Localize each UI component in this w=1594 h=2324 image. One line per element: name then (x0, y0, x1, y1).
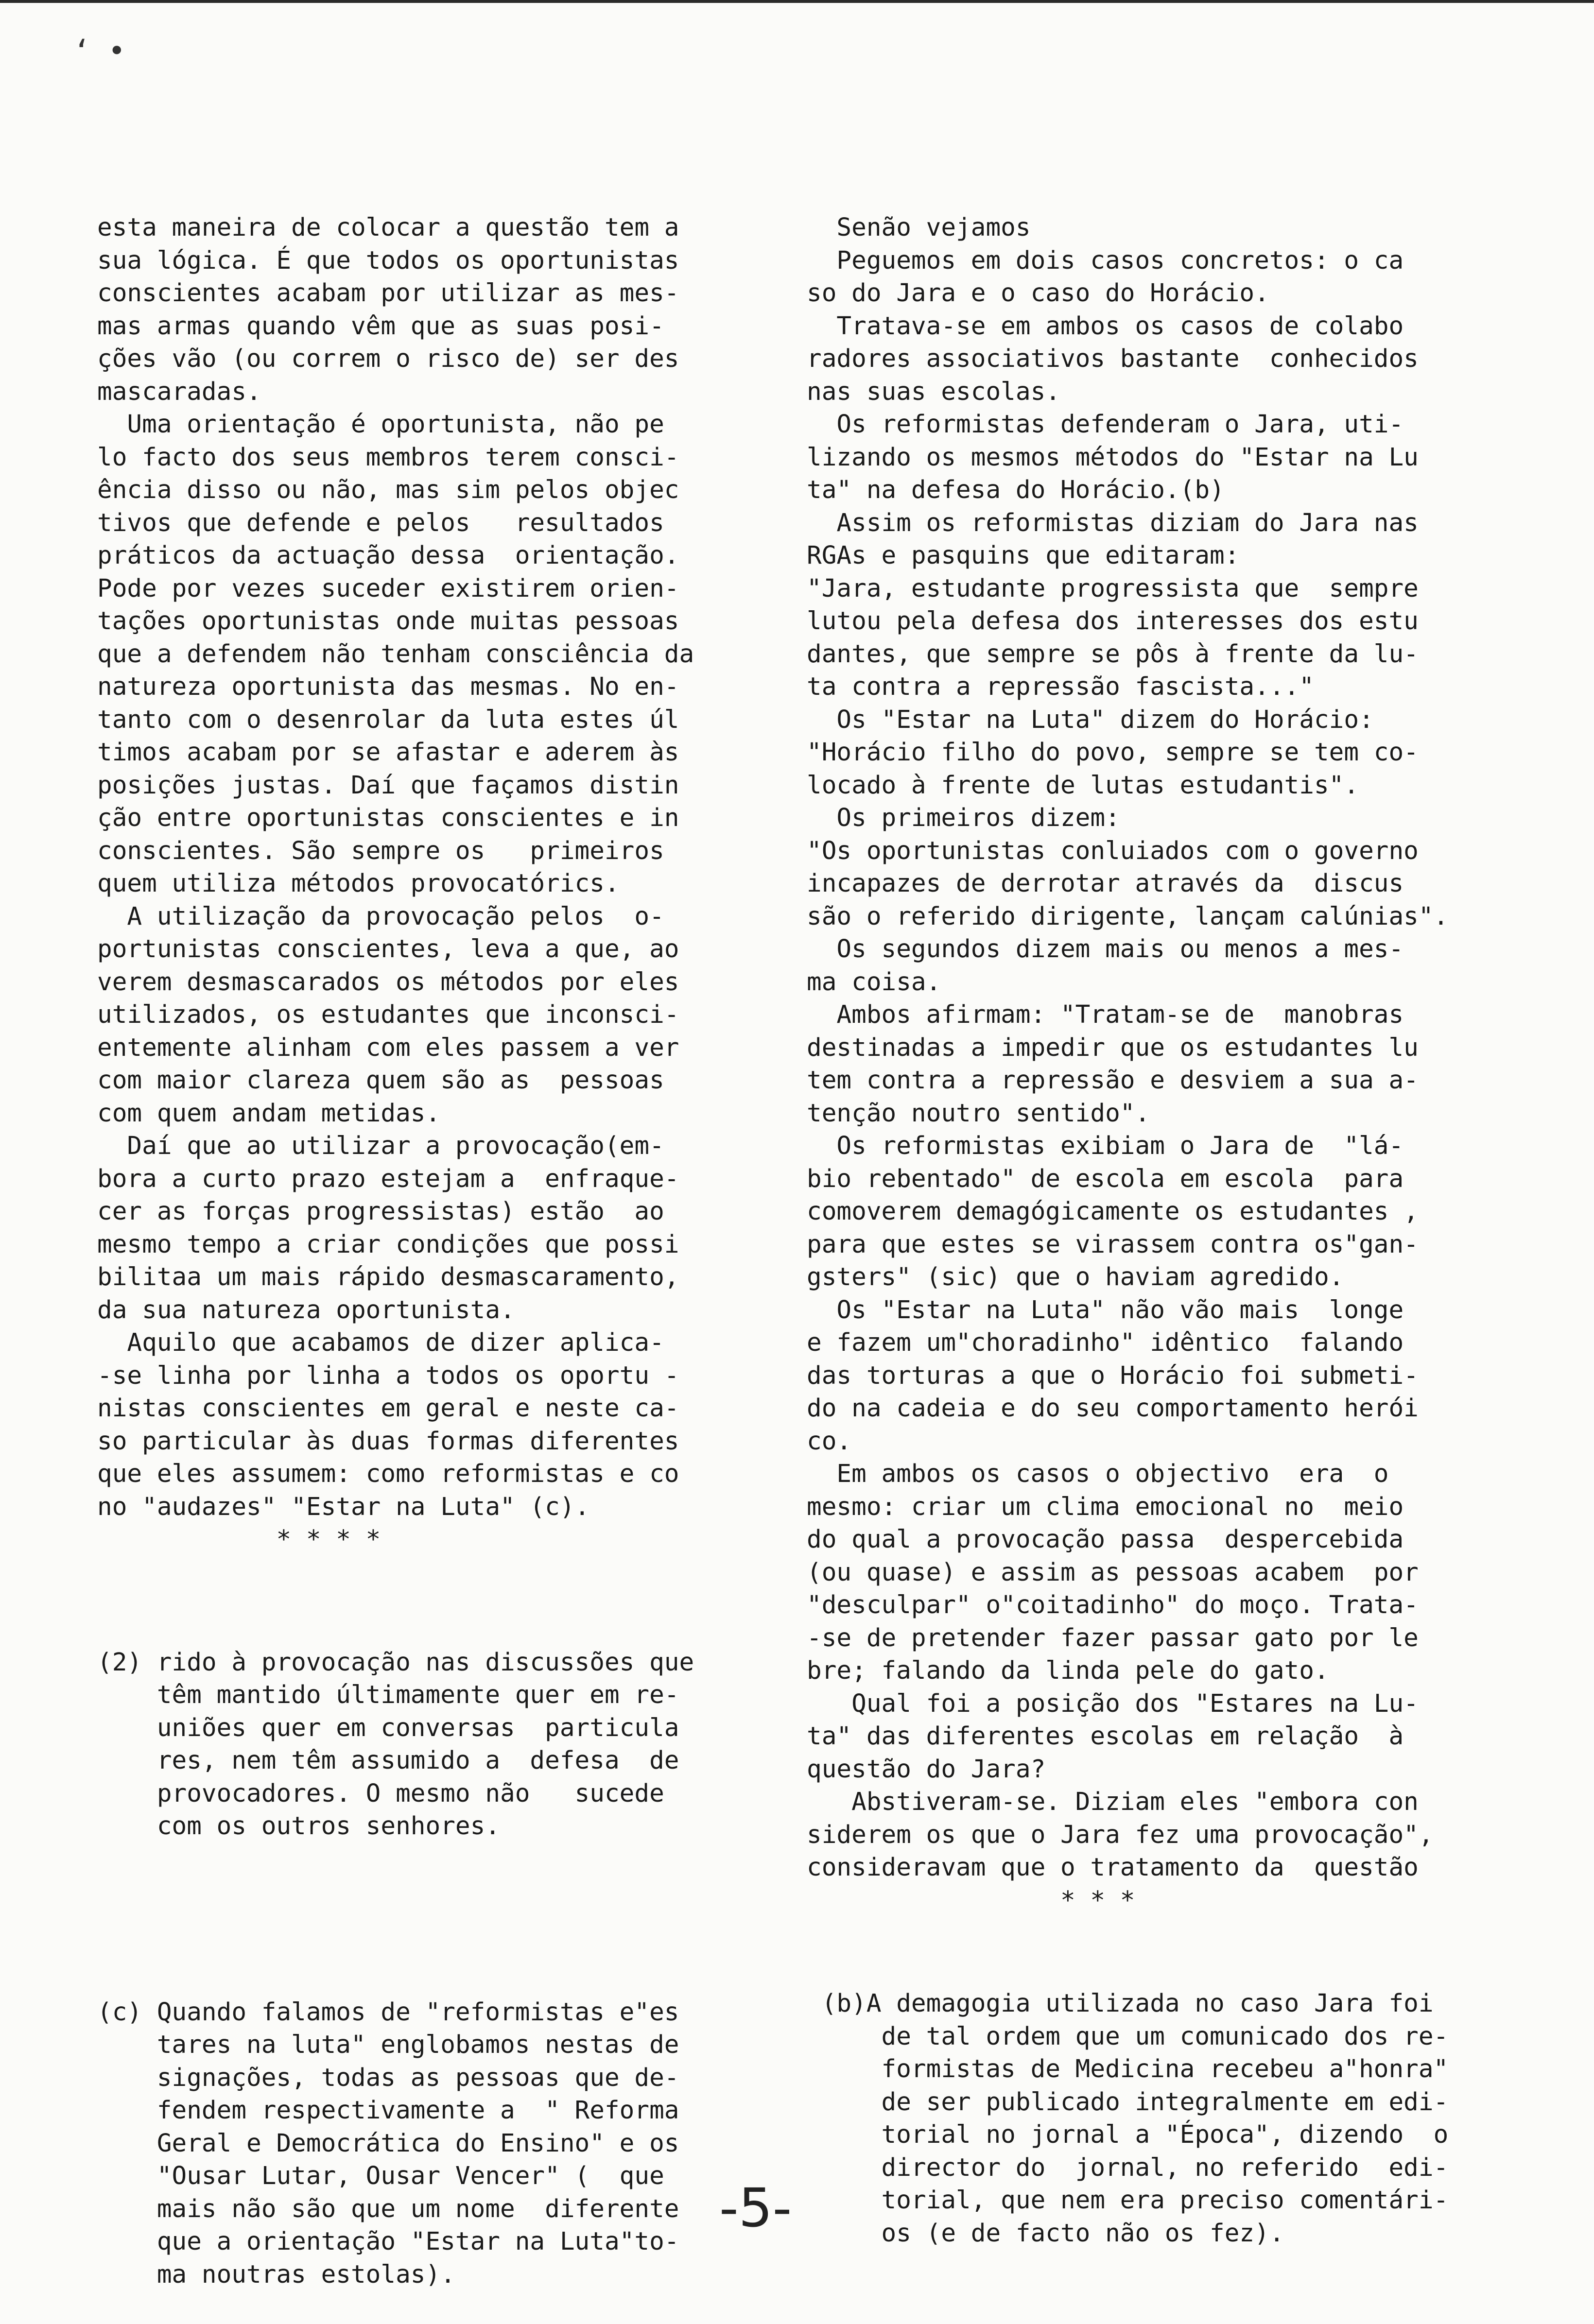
text-line: Senão vejamos (807, 213, 1031, 242)
text-line: mas armas quando vêm que as suas posi- (97, 311, 664, 341)
text-line: -se linha por linha a todos os oportu - (97, 1361, 679, 1390)
text-line: para que estes se virassem contra os"gan- (807, 1230, 1419, 1259)
footnote-c (97, 1996, 768, 2291)
text-line: gsters" (sic) que o haviam agredido. (807, 1263, 1344, 1291)
footnote-line: provocadores. O mesmo não sucede (97, 1779, 664, 1808)
text-line: ma coisa. (807, 967, 941, 997)
text-line: que a defendem não tenham consciência da (97, 639, 694, 669)
text-line: ta" das diferentes escolas em relação à (807, 1722, 1404, 1751)
text-line: no "audazes" "Estar na Luta" (c). (97, 1492, 590, 1521)
text-line: ção entre oportunistas conscientes e in (97, 804, 679, 832)
text-line: nas suas escolas. (807, 377, 1060, 406)
text-line: incapazes de derrotar através da discus (807, 869, 1404, 898)
text-line: nistas conscientes em geral e neste ca- (97, 1394, 679, 1423)
footnote-line: torial no jornal a "Época", dizendo o (807, 2120, 1449, 2149)
text-line: * * * (807, 1886, 1135, 1915)
text-line: entemente alinham com eles passem a ver (97, 1033, 679, 1062)
text-line: da sua natureza oportunista. (97, 1295, 515, 1325)
text-line: bora a curto prazo estejam a enfraque- (97, 1164, 679, 1193)
text-line: que eles assumem: como reformistas e co (97, 1460, 679, 1488)
text-line: lo facto dos seus membros terem consci- (97, 443, 679, 472)
text-line: radores associativos bastante conhecidos (807, 344, 1419, 373)
text-line: Abstiveram-se. Diziam eles "embora con (807, 1788, 1419, 1816)
text-line: "desculpar" o"coitadinho" do moço. Trata- (807, 1591, 1419, 1619)
text-line: co. (807, 1427, 852, 1456)
text-line: ência disso ou não, mas sim pelos objec (97, 476, 679, 504)
text-line: Peguemos em dois casos concretos: o ca (807, 246, 1404, 275)
footnote-line: que a orientação "Estar na Luta"to- (97, 2227, 679, 2256)
text-line: Os "Estar na Luta" não vão mais longe (807, 1295, 1404, 1325)
text-line: das torturas a que o Horácio foi submeti- (807, 1361, 1419, 1390)
footnote-line: fendem respectivamente a " Reforma (97, 2096, 679, 2125)
text-line: "Jara, estudante progressista que sempre (807, 574, 1419, 603)
page-number: -5- (719, 2177, 792, 2239)
text-line: mesmo tempo a criar condições que possi (97, 1230, 679, 1259)
text-line: bio rebentado" de escola em escola para (807, 1164, 1404, 1193)
text-line: tenção noutro sentido". (807, 1099, 1150, 1128)
footnote-line: têm mantido últimamente quer em re- (97, 1681, 679, 1709)
text-line: questão do Jara? (807, 1755, 1046, 1784)
text-line: práticos da actuação dessa orientação. (97, 541, 679, 570)
footnote-line: (b)A demagogia utilizada no caso Jara foi (807, 1989, 1434, 2018)
text-line: "Os oportunistas conluiados com o governo (807, 836, 1419, 865)
text-line: natureza oportunista das mesmas. No en- (97, 672, 679, 701)
footnote-line: signações, todas as pessoas que de- (97, 2063, 679, 2092)
text-line: do qual a provocação passa despercebida (807, 1525, 1404, 1554)
text-line: comoverem demagógicamente os estudantes , (807, 1197, 1419, 1226)
text-line: mascaradas. (97, 377, 261, 406)
text-line: Os "Estar na Luta" dizem do Horácio: (807, 705, 1374, 734)
text-line: conscientes acabam por utilizar as mes- (97, 279, 679, 308)
text-line: Pode por vezes suceder existirem orien- (97, 574, 679, 603)
text-line: Os segundos dizem mais ou menos a mes- (807, 935, 1404, 964)
text-line: esta maneira de colocar a questão tem a (97, 213, 679, 242)
page-marks: ʻ • (73, 34, 126, 68)
text-line: ções vão (ou correm o risco de) ser des (97, 344, 679, 373)
footnote-line: uniões quer em conversas particula (97, 1713, 679, 1742)
text-line: verem desmascarados os métodos por eles (97, 967, 679, 997)
text-line: lutou pela defesa dos interesses dos estu (807, 607, 1419, 636)
text-line: A utilização da provocação pelos o- (97, 902, 664, 931)
text-line: * * * * (97, 1525, 381, 1554)
text-line: consideravam que o tratamento da questão (807, 1853, 1419, 1882)
text-line: sua lógica. É que todos os oportunistas (97, 246, 679, 275)
text-line: Qual foi a posição dos "Estares na Lu- (807, 1689, 1419, 1718)
footnote-line: tares na luta" englobamos nestas de (97, 2031, 679, 2059)
left-column-text (97, 211, 768, 1556)
text-line: são o referido dirigente, lançam calúnias". (807, 902, 1449, 931)
footnote-line: (2) rido à provocação nas discussões que (97, 1648, 694, 1677)
footnote-line: ma noutras estolas). (97, 2260, 455, 2289)
text-line: (ou quase) e assim as pessoas acabem por (807, 1558, 1419, 1587)
text-line: lizando os mesmos métodos do "Estar na Lu (807, 443, 1419, 472)
text-line: ta contra a repressão fascista..." (807, 672, 1314, 701)
text-line: bre; falando da linda pele do gato. (807, 1656, 1329, 1685)
text-line: RGAs e pasquins que editaram: (807, 541, 1240, 570)
text-line: locado à frente de lutas estudantis". (807, 771, 1359, 800)
text-line: Os reformistas exibiam o Jara de "lá- (807, 1132, 1404, 1160)
footnote-line: "Ousar Lutar, Ousar Vencer" ( que (97, 2162, 664, 2190)
text-line: "Horácio filho do povo, sempre se tem co- (807, 738, 1419, 767)
footnote-line: torial, que nem era preciso comentári- (807, 2186, 1449, 2215)
text-line: tações oportunistas onde muitas pessoas (97, 607, 679, 636)
text-line: Daí que ao utilizar a provocação(em- (97, 1132, 664, 1160)
text-line: destinadas a impedir que os estudantes lu (807, 1033, 1419, 1062)
text-line: conscientes. São sempre os primeiros (97, 836, 664, 865)
text-line: so do Jara e o caso do Horácio. (807, 279, 1269, 308)
text-line: mesmo: criar um clima emocional no meio (807, 1492, 1404, 1521)
footnote-line: os (e de facto não os fez). (807, 2219, 1284, 2248)
footnote-line: de tal ordem que um comunicado dos re- (807, 2022, 1449, 2051)
text-line: utilizados, os estudantes que inconsci- (97, 1000, 679, 1029)
text-line: do na cadeia e do seu comportamento herói (807, 1394, 1419, 1423)
text-line: com quem andam metidas. (97, 1099, 441, 1128)
text-line: cer as forças progressistas) estão ao (97, 1197, 664, 1226)
footnote-line: Geral e Democrática do Ensino" e os (97, 2129, 679, 2158)
text-line: Uma orientação é oportunista, não pe (97, 410, 664, 439)
text-line: so particular às duas formas diferentes (97, 1427, 679, 1456)
footnote-line: mais não são que um nome diferente (97, 2194, 679, 2223)
text-line: tivos que defende e pelos resultados (97, 508, 664, 537)
text-line: Assim os reformistas diziam do Jara nas (807, 508, 1419, 537)
text-line: quem utiliza métodos provocatórics. (97, 869, 620, 898)
text-line: tanto com o desenrolar da luta estes úl (97, 705, 679, 734)
text-line: posições justas. Daí que façamos distin (97, 771, 679, 800)
text-line: Os primeiros dizem: (807, 804, 1120, 832)
right-column (807, 146, 1497, 2283)
text-line: Aquilo que acabamos de dizer aplica- (97, 1328, 664, 1357)
text-line: Ambos afirmam: "Tratam-se de manobras (807, 1000, 1404, 1029)
right-column-text (807, 211, 1497, 1917)
text-line: siderem os que o Jara fez uma provocação", (807, 1820, 1434, 1849)
text-line: Os reformistas defenderam o Jara, uti- (807, 410, 1404, 439)
text-line: portunistas conscientes, leva a que, ao (97, 935, 679, 964)
text-line: -se de pretender fazer passar gato por le (807, 1623, 1419, 1653)
text-line: Em ambos os casos o objectivo era o (807, 1460, 1389, 1488)
text-line: Tratava-se em ambos os casos de colabo (807, 311, 1404, 341)
text-line: bilitaa um mais rápido desmascaramento, (97, 1263, 679, 1291)
footnote-2 (97, 1646, 768, 1843)
text-line: tem contra a repressão e desviem a sua a- (807, 1066, 1419, 1095)
text-line: dantes, que sempre se pôs à frente da lu- (807, 639, 1419, 669)
text-line: com maior clareza quem são as pessoas (97, 1066, 664, 1095)
footnote-line: director do jornal, no referido edi- (807, 2153, 1449, 2182)
footnote-line: res, nem têm assumido a defesa de (97, 1746, 679, 1775)
text-line: ta" na defesa do Horácio.(b) (807, 476, 1225, 504)
page-top-edge (0, 0, 1594, 3)
footnote-b (807, 1987, 1497, 2250)
footnote-line: com os outros senhores. (97, 1812, 501, 1841)
footnote-line: formistas de Medicina recebeu a"honra" (807, 2055, 1449, 2083)
text-line: timos acabam por se afastar e aderem às (97, 738, 679, 767)
footnote-line: de ser publicado integralmente em edi- (807, 2087, 1449, 2117)
left-column (97, 146, 768, 2324)
text-line: e fazem um"choradinho" idêntico falando (807, 1328, 1404, 1357)
footnote-line: (c) Quando falamos de "reformistas e"es (97, 1997, 679, 2027)
